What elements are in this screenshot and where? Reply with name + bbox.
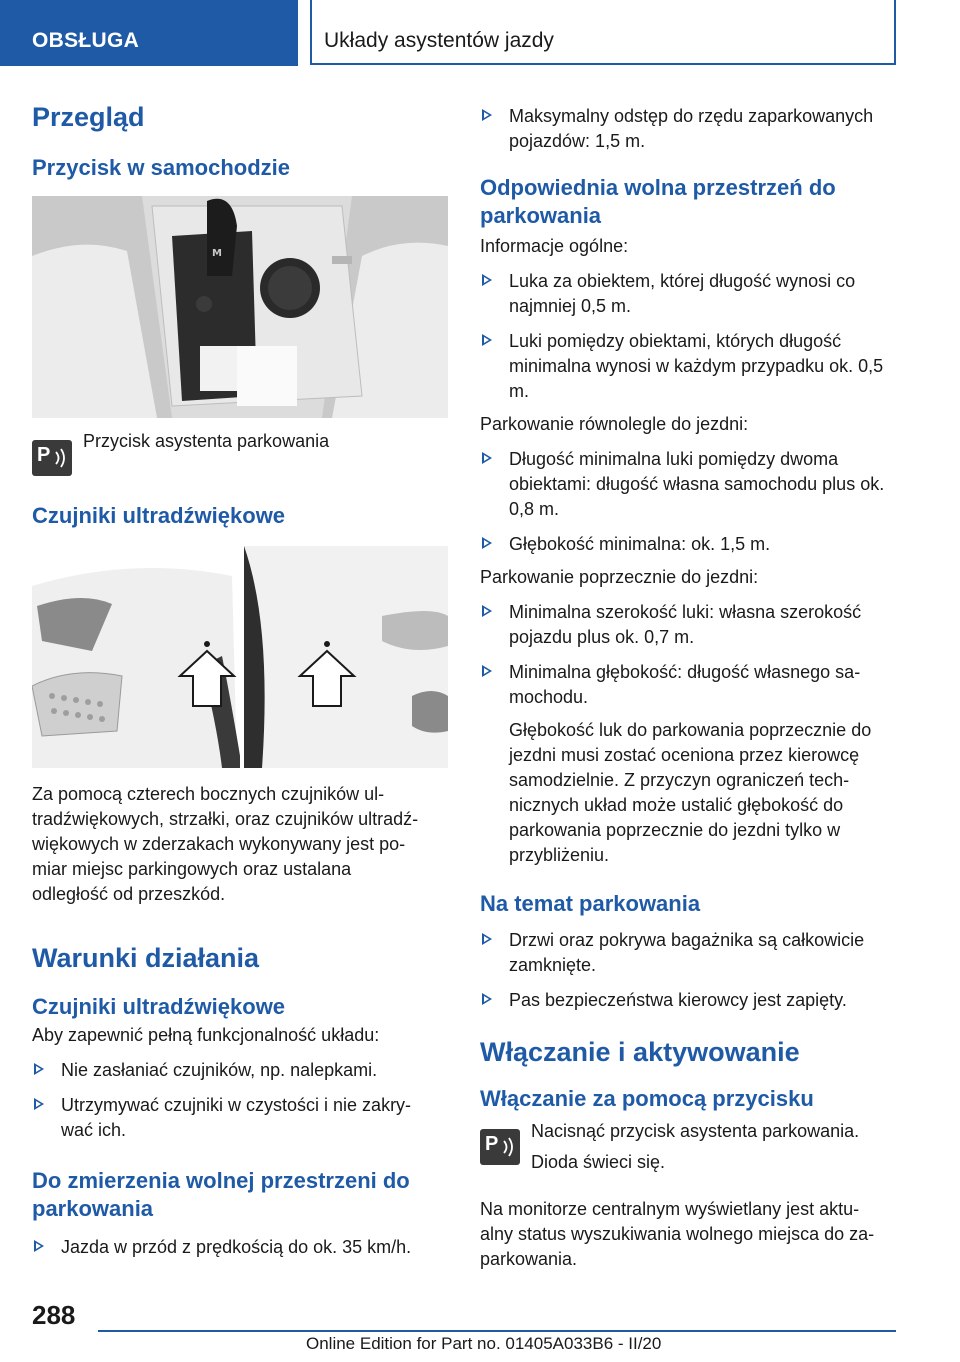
conditions-subheading: Czujniki ultradźwiękowe — [32, 994, 286, 1019]
sensors-text-line: odległość od przeszkód. — [32, 884, 226, 904]
perp-note: Głębokość luk do parkowania poprzecznie do jezdni musi zostać oceniona przez kierowcę samodzielnie. Z przyczyn ograniczeń tech‐ nicznych układ może ustalić głębokość do parkowania poprzecznie do jezdni tylko w przybliżeniu. — [509, 720, 872, 865]
sensors-heading: Czujniki ultradźwiękowe — [32, 503, 286, 528]
sensors-text-line: Za pomocą czterech bocznych czujników ul‐ — [32, 784, 385, 804]
button-heading: Przycisk w samochodzie — [32, 155, 290, 180]
edition-note: Online Edition for Part no. 01405A033B6 - II/20 — [306, 1334, 662, 1353]
measure-heading: Do zmierzenia wolnej przestrzeni do parkowania — [32, 1168, 410, 1221]
parking-assistant-icon: P — [32, 440, 72, 476]
bumper-sensors-illustration — [32, 546, 448, 768]
list-item: Maksymalny odstęp do rzędu zaparkowanych pojazdów: 1,5 m. — [480, 104, 896, 154]
perp-list — [480, 600, 896, 710]
triangle-bullet-icon — [34, 1063, 44, 1075]
list-item: Drzwi oraz pokrywa bagażnika są całkowicie zamknięte. — [480, 928, 896, 978]
chapter-title: Układy asystentów jazdy — [324, 29, 554, 52]
space-heading: Odpowiednia wolna przestrzeń do parkowania — [480, 175, 836, 228]
triangle-bullet-icon — [482, 334, 492, 346]
about-list — [480, 928, 896, 1013]
list-item: Długość minimalna luki pomiędzy dwoma obiektami: długość własna samochodu plus ok. 0,8 m. — [480, 447, 896, 522]
list-item: Minimalna szerokość luki: własna szerokość pojazdu plus ok. 0,7 m. — [480, 600, 896, 650]
caption-row — [32, 432, 448, 482]
list-item: Minimalna głębokość: długość własnego sa‐ mochodu. — [480, 660, 896, 710]
general-label: Informacje ogólne: — [480, 236, 629, 256]
general-list — [480, 269, 896, 404]
right-column — [480, 104, 896, 1272]
button-caption: Przycisk asystenta parkowania — [83, 431, 330, 451]
activate-heading: Włączanie i aktywowanie — [480, 1037, 800, 1067]
parallel-label: Parkowanie równolegle do jezdni: — [480, 414, 749, 434]
overview-heading: Przegląd — [32, 102, 145, 132]
section-label: OBSŁUGA — [32, 29, 140, 52]
bumper-sensors-image — [32, 546, 448, 768]
press-text: Nacisnąć przycisk asystenta parkowania. — [531, 1121, 860, 1141]
section-tab — [0, 0, 298, 66]
conditions-intro: Aby zapewnić pełną funkcjonalność układu: — [32, 1025, 380, 1045]
center-console-image — [32, 196, 448, 418]
list-item: Luka za obiektem, której długość wynosi co najmniej 0,5 m. — [480, 269, 896, 319]
list-item: Nie zasłaniać czujników, np. nalepkami. — [32, 1058, 448, 1083]
press-row — [480, 1119, 896, 1177]
triangle-bullet-icon — [482, 933, 492, 945]
list-item: Luki pomiędzy obiektami, których długość minimalna wynosi w każdym przypadku ok. 0,5 m. — [480, 329, 896, 404]
list-item: Jazda w przód z prędkością do ok. 35 km/h. — [32, 1235, 448, 1260]
parking-assistant-icon: P — [480, 1129, 520, 1165]
list-item: Głębokość minimalna: ok. 1,5 m. — [480, 532, 896, 557]
triangle-bullet-icon — [482, 537, 492, 549]
sensors-paragraph — [32, 782, 448, 907]
measure-list — [32, 1235, 448, 1260]
activate-subheading: Włączanie za pomocą przycisku — [480, 1086, 814, 1111]
about-heading: Na temat parkowania — [480, 891, 701, 916]
measure-list-continued — [480, 104, 896, 154]
triangle-bullet-icon — [482, 109, 492, 121]
list-item: Utrzymywać czujniki w czystości i nie zakry‐ wać ich. — [32, 1093, 448, 1143]
triangle-bullet-icon — [482, 993, 492, 1005]
footer-divider — [98, 1330, 896, 1332]
perp-label: Parkowanie poprzecznie do jezdni: — [480, 567, 759, 587]
svg-text:M: M — [212, 248, 222, 259]
triangle-bullet-icon — [482, 665, 492, 677]
list-item: Pas bezpieczeństwa kierowcy jest zapięty. — [480, 988, 896, 1013]
center-console-illustration — [32, 196, 448, 418]
sensors-text-line: miar miejsc parkingowych oraz ustalana — [32, 859, 352, 879]
page-header — [0, 0, 960, 66]
left-column — [32, 100, 448, 1260]
sensors-text-line: tradźwiękowych, strzałki, oraz czujników ultradź‐ — [32, 809, 419, 829]
page-number: 288 — [32, 1300, 76, 1330]
conditions-heading: Warunki działania — [32, 943, 260, 973]
triangle-bullet-icon — [482, 452, 492, 464]
triangle-bullet-icon — [482, 274, 492, 286]
led-text: Dioda świeci się. — [531, 1152, 666, 1172]
triangle-bullet-icon — [482, 605, 492, 617]
triangle-bullet-icon — [34, 1098, 44, 1110]
triangle-bullet-icon — [34, 1240, 44, 1252]
conditions-list — [32, 1058, 448, 1143]
parallel-list — [480, 447, 896, 557]
monitor-text: Na monitorze centralnym wyświetlany jest aktu‐ alny status wyszukiwania wolnego miejsca do za‐ parkowania. — [480, 1199, 875, 1269]
sensors-text-line: więkowych w zderzakach wykonywany jest po‐ — [32, 834, 406, 854]
